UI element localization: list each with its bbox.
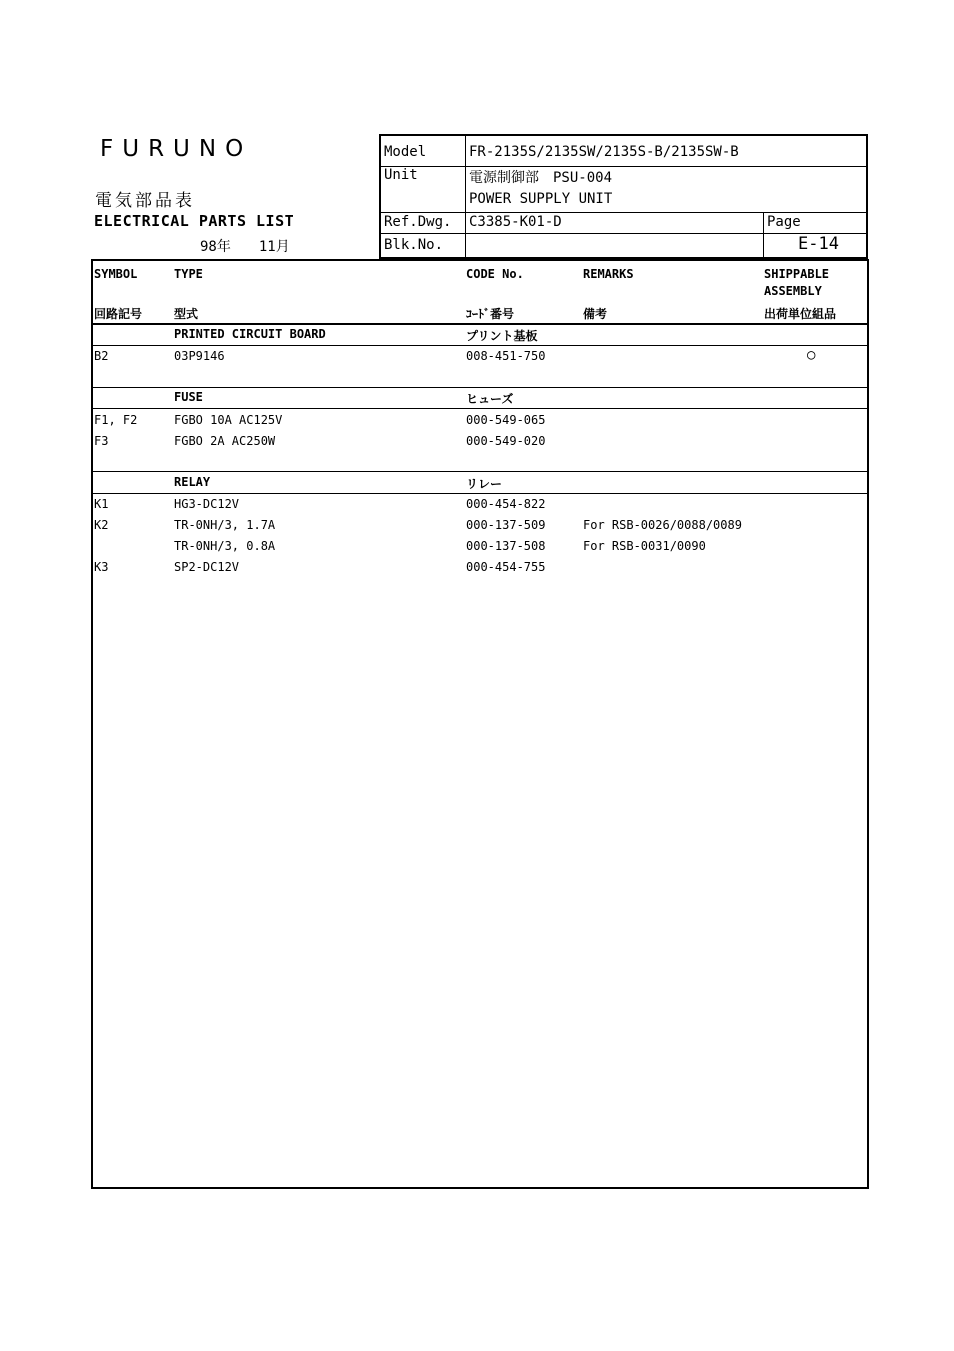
col-shippable-jp: 出荷単位組品 [764, 307, 837, 321]
col-remarks: REMARKS [583, 267, 634, 281]
parts-table [91, 259, 869, 1189]
refdwg-value: C3385-K01-D [469, 214, 562, 230]
table-row-code: 000-549-065 [466, 413, 546, 427]
table-row-code: 000-454-822 [466, 497, 546, 511]
table-row-symbol: F3 [94, 434, 109, 448]
table-row-type: FGBO 2A AC250W [174, 434, 276, 448]
table-row-code: 000-549-020 [466, 434, 546, 448]
section-fuse-title-jp: ヒューズ [466, 392, 514, 406]
col-symbol-jp: 回路記号 [94, 307, 143, 321]
page-number: E-14 [798, 234, 839, 254]
model-label: Model [384, 144, 427, 160]
table-row-code: 000-137-509 [466, 518, 546, 532]
table-row-type: SP2-DC12V [174, 560, 240, 574]
table-row-type: TR-0NH/3, 0.8A [174, 539, 276, 553]
col-type-jp: 型式 [174, 307, 199, 321]
section-fuse-title: FUSE [174, 390, 203, 404]
model-value: FR-2135S/2135SW/2135S-B/2135SW-B [469, 144, 739, 160]
table-row-code: 000-454-755 [466, 560, 546, 574]
document-title-en: ELECTRICAL PARTS LIST [94, 212, 295, 230]
table-row-type: TR-0NH/3, 1.7A [174, 518, 276, 532]
table-row-code: 000-137-508 [466, 539, 546, 553]
section-relay-title: RELAY [174, 475, 211, 489]
unit-value-jp: 電源制御部 PSU-004 [469, 170, 613, 186]
table-row-type: 03P9146 [174, 349, 225, 363]
table-row-type: HG3-DC12V [174, 497, 240, 511]
table-row-symbol: F1, F2 [94, 413, 138, 427]
furuno-logo: FURUNO [100, 136, 253, 162]
header-info-box [379, 134, 868, 259]
unit-value-en: POWER SUPPLY UNIT [469, 191, 613, 207]
section-pcb-title: PRINTED CIRCUIT BOARD [174, 327, 326, 341]
table-row-type: FGBO 10A AC125V [174, 413, 283, 427]
blkno-label: Blk.No. [384, 237, 444, 253]
table-row-code: 008-451-750 [466, 349, 546, 363]
unit-label: Unit [384, 167, 418, 183]
col-type: TYPE [174, 267, 203, 281]
col-code-jp: ｺｰﾄﾞ番号 [466, 307, 515, 321]
document-title-jp: 電気部品表 [95, 191, 195, 211]
col-code: CODE No. [466, 267, 524, 281]
page-label: Page [767, 214, 801, 230]
section-pcb-title-jp: プリント基板 [466, 329, 538, 343]
shippable-mark: ○ [807, 347, 816, 363]
table-row-remarks: For RSB-0031/0090 [583, 539, 706, 553]
col-symbol: SYMBOL [94, 267, 138, 281]
col-shippable-2: ASSEMBLY [764, 284, 822, 298]
table-row-symbol: B2 [94, 349, 109, 363]
section-relay-title-jp: リレー [466, 477, 503, 491]
col-shippable-1: SHIPPABLE [764, 267, 830, 281]
col-remarks-jp: 備考 [583, 307, 608, 321]
table-row-remarks: For RSB-0026/0088/0089 [583, 518, 742, 532]
document-date: 98年 11月 [200, 239, 290, 255]
table-row-symbol: K2 [94, 518, 109, 532]
table-row-symbol: K3 [94, 560, 109, 574]
table-row-symbol: K1 [94, 497, 109, 511]
refdwg-label: Ref.Dwg. [384, 214, 452, 230]
